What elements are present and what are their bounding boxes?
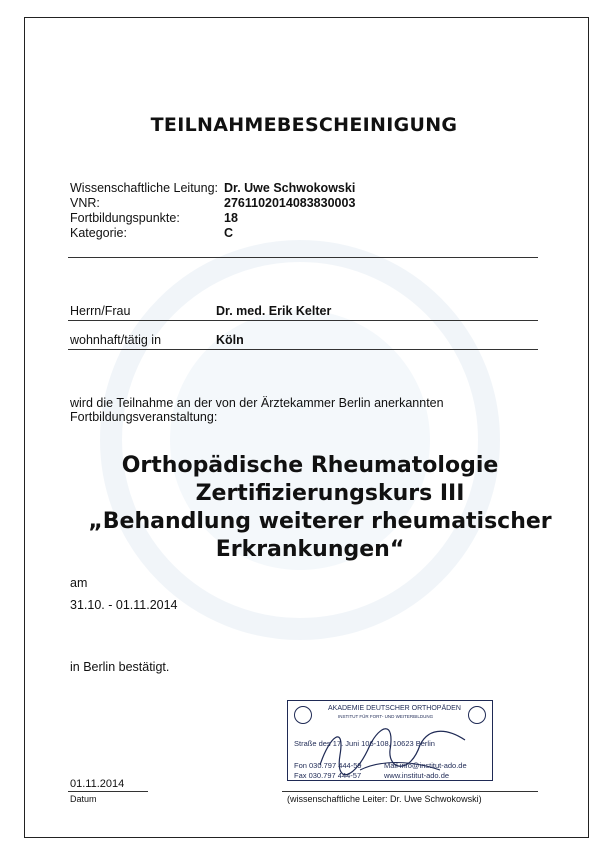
- stamp-fax: Fax 030.797 444-57: [294, 771, 362, 780]
- vnr-label: VNR:: [70, 196, 100, 210]
- footer-date: 01.11.2014: [70, 778, 125, 790]
- city-label: wohnhaft/tätig in: [70, 333, 162, 347]
- date-range: 31.10. - 01.11.2014: [70, 598, 178, 612]
- name-underline: [68, 320, 538, 321]
- leitung-value: Dr. Uwe Schwokowski: [224, 181, 356, 195]
- stamp-address: Straße des 17. Juni 106-108, 10623 Berlin: [294, 739, 435, 748]
- divider: [68, 257, 538, 258]
- stamp-mail: Mail info@institut-ado.de: [384, 761, 467, 770]
- page-title: TEILNAHMEBESCHEINIGUNG: [150, 114, 458, 136]
- course-title: [60, 452, 560, 564]
- stamp-org: AKADEMIE DEUTSCHER ORTHOPÄDEN: [328, 705, 461, 712]
- vnr-value: 2761102014083830003: [224, 196, 356, 210]
- points-value: 18: [224, 211, 238, 225]
- intro-line-2: Fortbildungsveranstaltung:: [70, 410, 218, 424]
- leitung-label: Wissenschaftliche Leitung:: [70, 181, 218, 195]
- stamp-phone: Fon 030.797 444-59: [294, 761, 362, 770]
- category-value: C: [224, 226, 234, 240]
- points-label: Fortbildungspunkte:: [70, 211, 180, 225]
- stamp-web: www.institut-ado.de: [384, 771, 450, 780]
- date-underline: [68, 791, 148, 792]
- institute-stamp: [287, 700, 493, 781]
- date-label: am: [70, 576, 88, 590]
- city-underline: [68, 349, 538, 350]
- course-line-2: Zertifizierungskurs III: [195, 481, 465, 506]
- intro-line-1: wird die Teilnahme an der von der Ärztekammer Berlin anerkannten: [70, 396, 444, 410]
- stamp-logo-right-icon: [468, 706, 486, 724]
- course-line-4: Erkrankungen“: [215, 537, 405, 562]
- name-value: Dr. med. Erik Kelter: [216, 304, 332, 318]
- signature-underline: [282, 791, 538, 792]
- category-label: Kategorie:: [70, 226, 127, 240]
- confirm-text: in Berlin bestätigt.: [70, 660, 170, 674]
- stamp-logo-left-icon: [294, 706, 312, 724]
- name-label: Herrn/Frau: [70, 304, 131, 318]
- footer-date-label: Datum: [70, 794, 97, 804]
- city-value: Köln: [216, 333, 244, 347]
- footer-signer: (wissenschaftliche Leiter: Dr. Uwe Schwokowski): [287, 794, 482, 804]
- course-line-3: „Behandlung weiterer rheumatischer: [88, 509, 552, 534]
- course-line-1: Orthopädische Rheumatologie: [121, 453, 499, 478]
- stamp-sub: INSTITUT FÜR FORT- UND WEITERBILDUNG: [338, 714, 434, 719]
